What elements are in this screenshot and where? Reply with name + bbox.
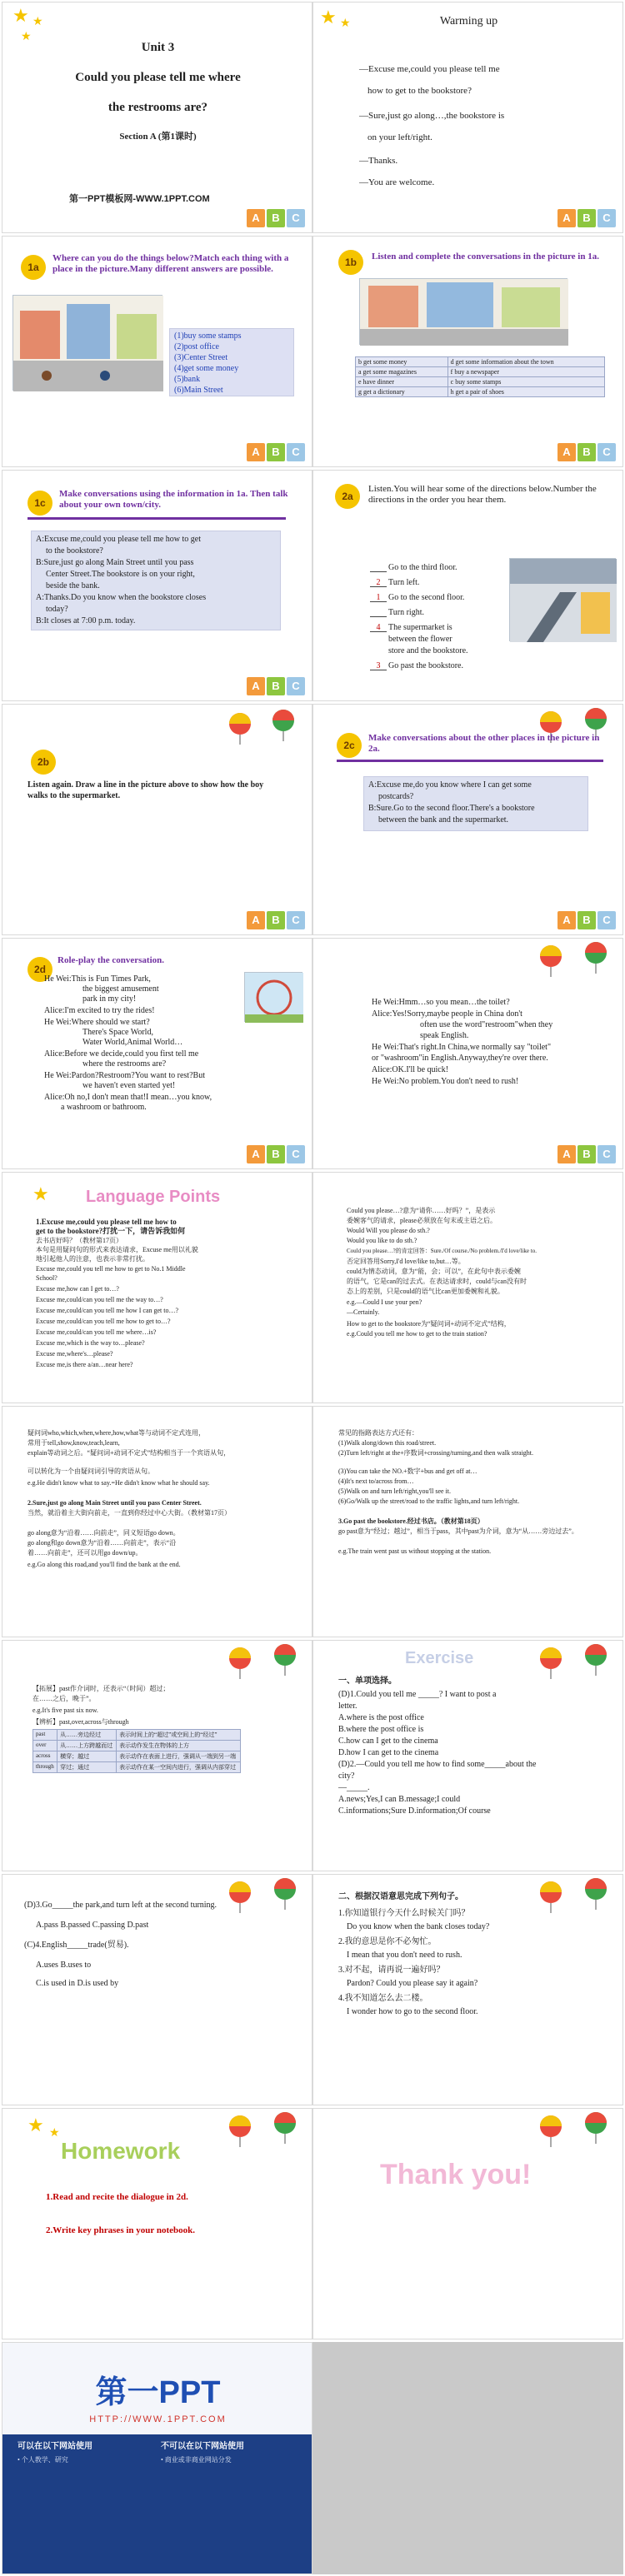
balloon-icon: [271, 1642, 299, 1676]
slide-19: [2, 2108, 312, 2339]
activity-badge: 1b: [338, 250, 363, 275]
dialogue-line: Center Street.The bookstore is on your right,: [46, 570, 195, 579]
dialogue-line: A:Excuse me,do you know where I can get some: [368, 780, 532, 790]
exercise-line: 4.我不知道怎么去二楼。: [338, 1994, 428, 2003]
table-cell: a get some magazines: [356, 367, 448, 377]
exercise-line: —_____.: [338, 1783, 370, 1792]
dialogue-line: A:Excuse me,could you please tell me how to get: [36, 535, 202, 544]
dialogue-line: a washroom or bathroom.: [61, 1103, 147, 1112]
table-cell: 横穿；越过: [58, 1751, 117, 1762]
exercise-line: A.pass B.passed C.passing D.past: [36, 1921, 149, 1930]
dialogue-line: Alice:Yes!Sorry,maybe people in China don't: [372, 1009, 522, 1019]
dialogue-line: Water World,Animal World…: [82, 1038, 183, 1047]
point-line: 本句是用疑问句的形式来表达请求，Excuse me用以礼貌: [36, 1246, 198, 1253]
direction-text: Go to the third floor.: [388, 563, 458, 572]
street-illustration: [13, 296, 163, 391]
star-icon: ★: [12, 6, 29, 27]
slide-6: [312, 470, 623, 701]
point-line: 着……向前走”，还可以用go down/up。: [28, 1549, 142, 1557]
dialogue-line: There's Space World,: [82, 1028, 153, 1037]
instruction: Role-play the conversation.: [58, 955, 165, 965]
table-cell: b get some money: [356, 357, 448, 367]
brand-text: 第一PPT模板网-WWW.1PPT.COM: [69, 194, 210, 204]
dialogue-line: Alice:Oh no,I don't mean that!I mean…you know,: [44, 1093, 212, 1102]
direction-text: Turn left.: [388, 578, 420, 587]
direction-num: 1: [370, 592, 387, 602]
point-line: Could you please…?意为“请你……好吗？”，是表示: [347, 1207, 496, 1214]
activity-badge: 2c: [337, 733, 362, 758]
balloon-icon: [537, 1646, 565, 1679]
dialogue-line: between the bank and the supermarket.: [378, 815, 509, 825]
balloon-icon: [226, 711, 254, 745]
street-picture: [359, 278, 568, 345]
table-cell: 穿过；通过: [58, 1762, 117, 1773]
language-points-title: Language Points: [86, 1188, 221, 1206]
dialogue-line: where the restrooms are?: [82, 1059, 167, 1069]
exercise-line: I mean that you don't need to rush.: [347, 1951, 462, 1960]
empty-tile: [312, 2342, 623, 2574]
slide-8: [312, 704, 623, 935]
exercise-subtitle: 二、根据汉语意思完成下列句子。: [338, 1892, 463, 1901]
point-line: 3.Go past the bookstore.经过书店。（教材第18页）: [338, 1517, 484, 1525]
point-line: 否定回答用Sorry,I'd love/like to,but…等。: [347, 1258, 465, 1265]
dialogue-line: —Sure,just go along…,the bookstore is: [359, 111, 505, 121]
dialogue-line: park in my city!: [82, 994, 137, 1004]
place-item: (2)post office: [174, 342, 219, 351]
slide-7: [2, 704, 312, 935]
place-item: (3)Center Street: [174, 353, 228, 362]
street-picture: [12, 295, 162, 391]
place-item: (5)bank: [174, 375, 201, 384]
point-line: explain等动词之后。“疑问词+动词不定式”结构相当于一个宾语从句，: [28, 1449, 231, 1457]
exercise-line: A.uses B.uses to: [36, 1961, 92, 1970]
dialogue-line: —Thanks.: [359, 156, 398, 166]
table-cell: d get some information about the town: [448, 357, 604, 367]
point-line: 去书店好吗？（教材第17页）: [36, 1237, 122, 1244]
instruction: Make conversations using the information in 1a. Then talk about your own town/city.: [59, 489, 288, 510]
direction-num: [370, 607, 387, 617]
balloon-icon: [537, 944, 565, 977]
table-cell: h get a pair of shoes: [448, 387, 604, 397]
street-illustration: [360, 279, 568, 346]
abc-blocks: A B C: [558, 911, 616, 929]
dialogue-line: B:It closes at 7:00 p.m. today.: [36, 616, 136, 625]
dialogue-line: He Wei:No problem.You don't need to rush!: [372, 1077, 519, 1086]
slide-title-line1: Could you please tell me where: [75, 71, 241, 84]
star-icon: ★: [49, 2126, 60, 2140]
divider: [337, 760, 603, 762]
table-cell: f buy a newspaper: [448, 367, 604, 377]
exercise-line: city?: [338, 1771, 355, 1781]
warming-up-title: Warming up: [439, 15, 498, 27]
balloon-icon: [226, 2114, 254, 2147]
balloon-icon: [582, 1876, 610, 1910]
slide-15: [2, 1640, 312, 1871]
slide-20: [312, 2108, 623, 2339]
point-line: Excuse me,could you tell me how to get to No.1 Middle: [36, 1265, 186, 1273]
exercise-line: A.news;Yes,I can B.message;I could: [338, 1795, 461, 1804]
direction-text: Go past the bookstore.: [388, 661, 463, 670]
point-line: Excuse me,how can I get to…?: [36, 1285, 119, 1293]
dialogue-line: B:Sure,just go along Main Street until you pass: [36, 558, 194, 567]
star-icon: ★: [32, 1184, 49, 1205]
point-line: Excuse me,could/can you tell me how I can get to…?: [36, 1307, 179, 1314]
point-line: (4)It's next to/across from…: [338, 1477, 414, 1485]
slide-5: [2, 470, 312, 701]
dialogue-line: postcards?: [378, 792, 414, 801]
point-line: 在……之后，晚于”。: [32, 1695, 96, 1702]
point-line: Excuse me,could/can you tell me the way to…?: [36, 1296, 163, 1303]
table-cell: g get a dictionary: [356, 387, 448, 397]
slide-1: [2, 2, 312, 233]
star-icon: ★: [320, 7, 337, 28]
point-line: —Certainly.: [347, 1308, 380, 1316]
section-label: Section A (第1课时): [119, 132, 197, 142]
point-line: 地引起他人的注意，也表示非常打扰。: [36, 1255, 149, 1263]
mall-picture: [509, 558, 616, 641]
table-cell: 表示时间上的“超过”或空间上的“经过”: [117, 1730, 241, 1741]
dialogue-line: Alice:I'm excited to try the rides!: [44, 1006, 155, 1015]
dialogue-line: He Wei:Pardon?Restroom?You want to rest?But: [44, 1071, 205, 1080]
balloon-icon: [537, 1880, 565, 1913]
park-illustration: [245, 973, 303, 1023]
point-line: 2.Sure,just go along Main Street until you pass Center Street.: [28, 1499, 202, 1507]
dialogue-line: B:Sure.Go to the second floor.There's a bookstore: [368, 804, 535, 813]
point-line: 可以转化为一个由疑问词引导的宾语从句。: [28, 1467, 154, 1475]
point-line: 疑问词who,which,when,where,how,what等与动词不定式连用，: [28, 1429, 206, 1437]
point-line: Excuse me,is there a/an…near here?: [36, 1361, 133, 1368]
point-line: (2)Turn left/right at the+序数词+crossing/turning,and then walk straight.: [338, 1449, 534, 1457]
activity-badge: 2d: [28, 957, 52, 982]
activity-badge: 2b: [31, 750, 56, 775]
activity-badge: 2a: [335, 484, 360, 509]
thank-you-title: Thank you!: [380, 2159, 532, 2190]
exercise-line: (C)4.English_____trade(贸易).: [24, 1941, 129, 1950]
point-line: 1.Excuse me,could you please tell me how to: [36, 1218, 177, 1226]
abc-blocks: A B C: [247, 677, 305, 695]
point-line: 态上的差别，只是could的语气比can更加委婉和礼貌。: [347, 1288, 504, 1295]
slide-21: [2, 2342, 312, 2574]
slide-2: [312, 2, 623, 233]
comparison-table: [32, 1729, 241, 1773]
point-line: Could you please…?的肯定回答：Sure./Of course./No problem./I'd love/like to.: [347, 1248, 537, 1254]
dialogue-line: speak English.: [420, 1031, 469, 1040]
exercise-line: Pardon? Could you please say it again?: [347, 1979, 478, 1988]
table-cell: over: [33, 1741, 58, 1751]
exercise-line: (D)3.Go_____the park,and turn left at the second turning.: [24, 1901, 218, 1910]
point-line: Excuse me,which is the way to…please?: [36, 1339, 145, 1347]
dialogue-line: Alice:OK.I'll be quick!: [372, 1065, 449, 1074]
table-cell: 从……旁边经过: [58, 1730, 117, 1741]
point-line: Excuse me,where's…please?: [36, 1350, 113, 1358]
star-icon: ★: [32, 15, 43, 28]
instruction: Listen and complete the conversations in the picture in 1a.: [372, 252, 599, 262]
exercise-line: Do you know when the bank closes today?: [347, 1922, 490, 1931]
direction-num: 4: [370, 622, 387, 632]
point-line: 【辨析】past,over,across与through: [32, 1718, 129, 1726]
point-line: e.g.—Could I use your pen?: [347, 1298, 422, 1306]
park-picture: [244, 972, 302, 1022]
exercise-title: Exercise: [405, 1649, 474, 1667]
balloon-icon: [271, 1876, 299, 1910]
exercise-line: D.how I can get to the cinema: [338, 1748, 439, 1757]
conversation-table: [355, 356, 605, 397]
dialogue-line: how to get to the bookstore?: [368, 86, 472, 96]
exercise-line: (D)1.Could you tell me _____? I want to post a: [338, 1690, 497, 1699]
homework-title: Homework: [61, 2138, 181, 2164]
activity-badge: 1c: [28, 491, 52, 516]
point-line: Excuse me,could/can you tell me how to get to…?: [36, 1318, 171, 1325]
point-line: Excuse me,could/can you tell me where…is?: [36, 1328, 157, 1336]
slide-9: [2, 938, 312, 1169]
abc-blocks: A B C: [247, 443, 305, 461]
point-line: (3)You can take the NO.+数字+bus and get off at…: [338, 1467, 478, 1475]
point-line: 常用于tell,show,know,teach,learn,: [28, 1439, 120, 1447]
instruction: Listen again. Draw a line in the picture above to show how the boy walks to the supermarket.: [28, 780, 264, 800]
dialogue-line: He Wei:Hmm…so you mean…the toilet?: [372, 998, 510, 1007]
abc-blocks: A B C: [558, 1145, 616, 1163]
exercise-line: 2.我的意思是你不必匆忙。: [338, 1937, 437, 1946]
slide-14: [312, 1406, 623, 1637]
dialogue-line: we haven't even started yet!: [82, 1081, 176, 1090]
slide-12: [312, 1172, 623, 1403]
abc-blocks: A B C: [558, 209, 616, 227]
instruction: Make conversations about the other places in the picture in 2a.: [368, 733, 600, 754]
direction-text: store and the bookstore.: [388, 646, 468, 655]
balloon-icon: [226, 1646, 254, 1679]
exercise-line: C.how can I get to the cinema: [338, 1736, 438, 1746]
point-line: School?: [36, 1274, 58, 1282]
direction-num: [370, 562, 387, 572]
table-cell: c buy some stamps: [448, 377, 604, 387]
dialogue-line: to the bookstore?: [46, 546, 103, 556]
usage-allowed-desc: • 个人教学、研究: [18, 2456, 68, 2464]
direction-num: 2: [370, 577, 387, 587]
homework-item: 2.Write key phrases in your notebook.: [46, 2225, 195, 2235]
point-line: e.g.He didn't know what to say.=He didn't know what he should say.: [28, 1479, 210, 1487]
dialogue-line: A:Thanks.Do you know when the bookstore closes: [36, 593, 207, 602]
slide-3: [2, 236, 312, 467]
balloon-icon: [271, 2110, 299, 2144]
dialogue-line: He Wei:Where should we start?: [44, 1018, 150, 1027]
instruction: Where can you do the things below?Match each thing with a place in the picture.Many different answers are possible.: [52, 253, 289, 274]
point-line: 当然，就沿着主大街向前走，一直到你经过中心大街。（教材第17页）: [28, 1509, 231, 1517]
dialogue-line: often use the word"restroom"when they: [420, 1020, 553, 1029]
balloon-icon: [537, 2114, 565, 2147]
point-line: could为情态动词，意为“能，会；可以”，在此句中表示委婉: [347, 1268, 521, 1275]
dialogue-line: He Wei:This is Fun Times Park,: [44, 974, 151, 984]
slide-10: [312, 938, 623, 1169]
exercise-line: (D)2.—Could you tell me how to find some_____about the: [338, 1760, 537, 1769]
instruction: Listen.You will hear some of the directions below.Number the directions in the order you hear them.: [368, 484, 597, 505]
point-line: go past意为“经过；越过”，相当于pass，其中past为介词，意为“从……旁边过去”。: [338, 1527, 578, 1535]
exercise-line: A.where is the post office: [338, 1713, 424, 1722]
point-line: (1)Walk along/down this road/street.: [338, 1439, 437, 1447]
direction-text: Turn right.: [388, 608, 424, 617]
usage-allowed-title: 可以在以下网站使用: [18, 2442, 92, 2451]
slide-4: [312, 236, 623, 467]
exercise-line: letter.: [338, 1702, 358, 1711]
point-line: e.g.The train went past us without stopping at the station.: [338, 1547, 492, 1555]
direction-num: 3: [370, 660, 387, 670]
balloon-icon: [582, 2110, 610, 2144]
table-cell: 从……上方跨越而过: [58, 1741, 117, 1751]
table-cell: through: [33, 1762, 58, 1773]
dialogue-line: Alice:Before we decide,could you first tell me: [44, 1049, 199, 1059]
direction-text: Go to the second floor.: [388, 593, 465, 602]
slide-13: [2, 1406, 312, 1637]
dialogue-line: on your left/right.: [368, 132, 432, 142]
exercise-subtitle: 一、单项选择。: [338, 1677, 397, 1686]
point-line: go along意为“沿着……向前走”，同义短语go down。: [28, 1529, 180, 1537]
place-item: (1)buy some stamps: [174, 331, 242, 341]
dialogue-line: beside the bank.: [46, 581, 100, 590]
star-icon: ★: [21, 30, 32, 43]
slide-17: [2, 1874, 312, 2105]
direction-text: The supermarket is: [388, 623, 452, 632]
slide-16: [312, 1640, 623, 1871]
table-cell: e have dinner: [356, 377, 448, 387]
point-line: e.g.It's five past six now.: [32, 1707, 98, 1714]
table-cell: 表示动作在某一空间内进行，强调从内部穿过: [117, 1762, 241, 1773]
direction-text: between the flower: [388, 635, 452, 644]
slide-11: [2, 1172, 312, 1403]
point-line: e.g.Could you tell me how to get to the train station?: [347, 1330, 488, 1338]
abc-blocks: A B C: [558, 443, 616, 461]
homework-item: 1.Read and recite the dialogue in 2d.: [46, 2192, 188, 2202]
dialogue-line: the biggest amusement: [82, 984, 159, 994]
divider: [28, 517, 286, 520]
point-line: Would Will you please do sth.?: [347, 1227, 430, 1234]
point-line: (5)Walk on and turn left/right,you'll see it.: [338, 1487, 451, 1495]
usage-forbidden-title: 不可以在以下网站使用: [161, 2442, 244, 2451]
place-item: (4)get some money: [174, 364, 239, 373]
table-cell: past: [33, 1730, 58, 1741]
point-line: go along和go down意为“沿着……向前走”，表示“沿: [28, 1539, 177, 1547]
point-line: e.g.Go along this road,and you'll find the bank at the end.: [28, 1561, 181, 1568]
table-cell: 表示动作发生在物体的上方: [117, 1741, 241, 1751]
brand-url: HTTP://WWW.1PPT.COM: [89, 2414, 227, 2424]
point-line: (6)Go/Walk up the street/road to the traffic lights,and turn left/right.: [338, 1497, 520, 1505]
slide-title-line2: the restrooms are?: [108, 101, 208, 114]
star-icon: ★: [28, 2115, 44, 2136]
abc-blocks: A B C: [247, 1145, 305, 1163]
dialogue-line: —You are welcome.: [359, 177, 435, 187]
balloon-icon: [226, 1880, 254, 1913]
dialogue-line: today?: [46, 605, 68, 614]
point-line: get to the bookstore?打扰一下，请告诉我如何: [36, 1227, 186, 1235]
star-icon: ★: [340, 17, 351, 30]
balloon-icon: [269, 708, 298, 741]
abc-blocks: A B C: [247, 209, 305, 227]
exercise-line: 3.对不起，请再说一遍好吗？: [338, 1966, 445, 1975]
exercise-line: I wonder how to go to the second floor.: [347, 2007, 478, 2016]
point-line: 委婉客气的请求，please必须放在句末或主语之后。: [347, 1217, 497, 1224]
usage-forbidden-desc: • 商业或非商业网站分发: [161, 2456, 232, 2464]
point-line: How to get to the bookstore为“疑问词+动词不定式”结构，: [347, 1320, 511, 1328]
exercise-line: 1.你知道银行今天什么时候关门吗？: [338, 1909, 470, 1918]
place-item: (6)Main Street: [174, 386, 223, 395]
point-line: 【拓展】past作介词时，还表示“（时间）超过；: [32, 1685, 170, 1692]
table-cell: across: [33, 1751, 58, 1762]
exercise-line: C.informations;Sure D.information;Of course: [338, 1806, 491, 1816]
activity-badge: 1a: [21, 255, 46, 280]
point-line: Would you like to do sth.?: [347, 1237, 418, 1244]
dialogue-line: He Wei:That's right.In China,we normally say "toilet": [372, 1043, 552, 1052]
unit-label: Unit 3: [141, 41, 175, 54]
abc-blocks: A B C: [247, 911, 305, 929]
mall-illustration: [510, 559, 617, 642]
point-line: 的语气，它是can的过去式。在表达请求时，could与can没有时: [347, 1278, 527, 1285]
dialogue-line: —Excuse me,could you please tell me: [359, 64, 500, 74]
point-line: 常见的指路表达方式还有：: [338, 1429, 418, 1437]
balloon-icon: [582, 940, 610, 974]
brand-logo: 第一PPT: [95, 2375, 221, 2410]
dialogue-line: or "washroom"in English.Anyway,they're over there.: [372, 1054, 548, 1063]
balloon-icon: [582, 1642, 610, 1676]
slide-18: [312, 1874, 623, 2105]
exercise-line: C.is used in D.is used by: [36, 1979, 119, 1988]
table-cell: 表示动作在表面上进行，强调从一端到另一端: [117, 1751, 241, 1762]
exercise-line: B.where the post office is: [338, 1725, 424, 1734]
